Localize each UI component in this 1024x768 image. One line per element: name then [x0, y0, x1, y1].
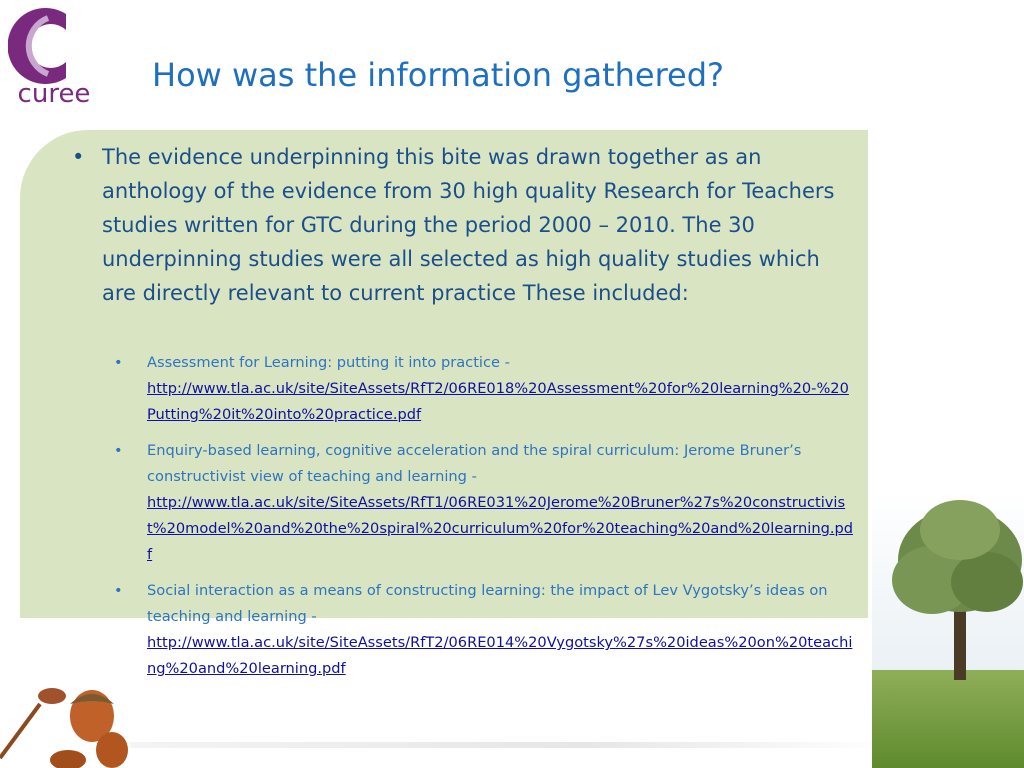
- study-link[interactable]: http://www.tla.ac.uk/site/SiteAssets/RfT1/06RE031%20Jerome%20Bruner%27s%20constructivist%20model%20and%20the%20spiral%20curriculum%20for%20teaching%20and%20learning.pdf: [147, 494, 853, 563]
- main-bullet: [72, 140, 847, 310]
- list-item-text: Assessment for Learning: putting it into practice -: [147, 354, 510, 371]
- bullet-icon: •: [114, 354, 123, 371]
- list-item: [114, 578, 854, 682]
- oak-tree-image: [872, 490, 1024, 768]
- list-item-text: Social interaction as a means of constructing learning: the impact of Lev Vygotsky’s ideas on teaching and learning -: [147, 582, 828, 625]
- list-item: [114, 350, 854, 428]
- study-link[interactable]: http://www.tla.ac.uk/site/SiteAssets/RfT2/06RE014%20Vygotsky%27s%20ideas%20on%20teaching%20and%20learning.pdf: [147, 634, 853, 677]
- ground-band: [130, 742, 890, 748]
- study-link[interactable]: http://www.tla.ac.uk/site/SiteAssets/RfT2/06RE018%20Assessment%20for%20learning%20-%20Putting%20it%20into%20practice.pdf: [147, 380, 849, 423]
- list-item: [114, 438, 854, 568]
- bullet-icon: •: [114, 582, 123, 599]
- curee-logo: [8, 8, 100, 108]
- logo-text: curee: [17, 79, 91, 108]
- main-bullet-text: The evidence underpinning this bite was drawn together as an anthology of the evidence from 30 high quality Research for Teachers studies written for GTC during the period 2000 – 2010. The 30 underpinning studies were all selected as high quality studies which are directly relevant to current practice These included:: [102, 145, 835, 305]
- bullet-icon: •: [72, 145, 85, 169]
- list-item-text: Enquiry-based learning, cognitive acceleration and the spiral curriculum: Jerome Bruner’s constructivist view of teaching and learning -: [147, 442, 802, 485]
- sub-list: [114, 350, 854, 692]
- slide-title: How was the information gathered?: [152, 56, 725, 94]
- acorns-image: [0, 676, 130, 768]
- bullet-icon: •: [114, 442, 123, 459]
